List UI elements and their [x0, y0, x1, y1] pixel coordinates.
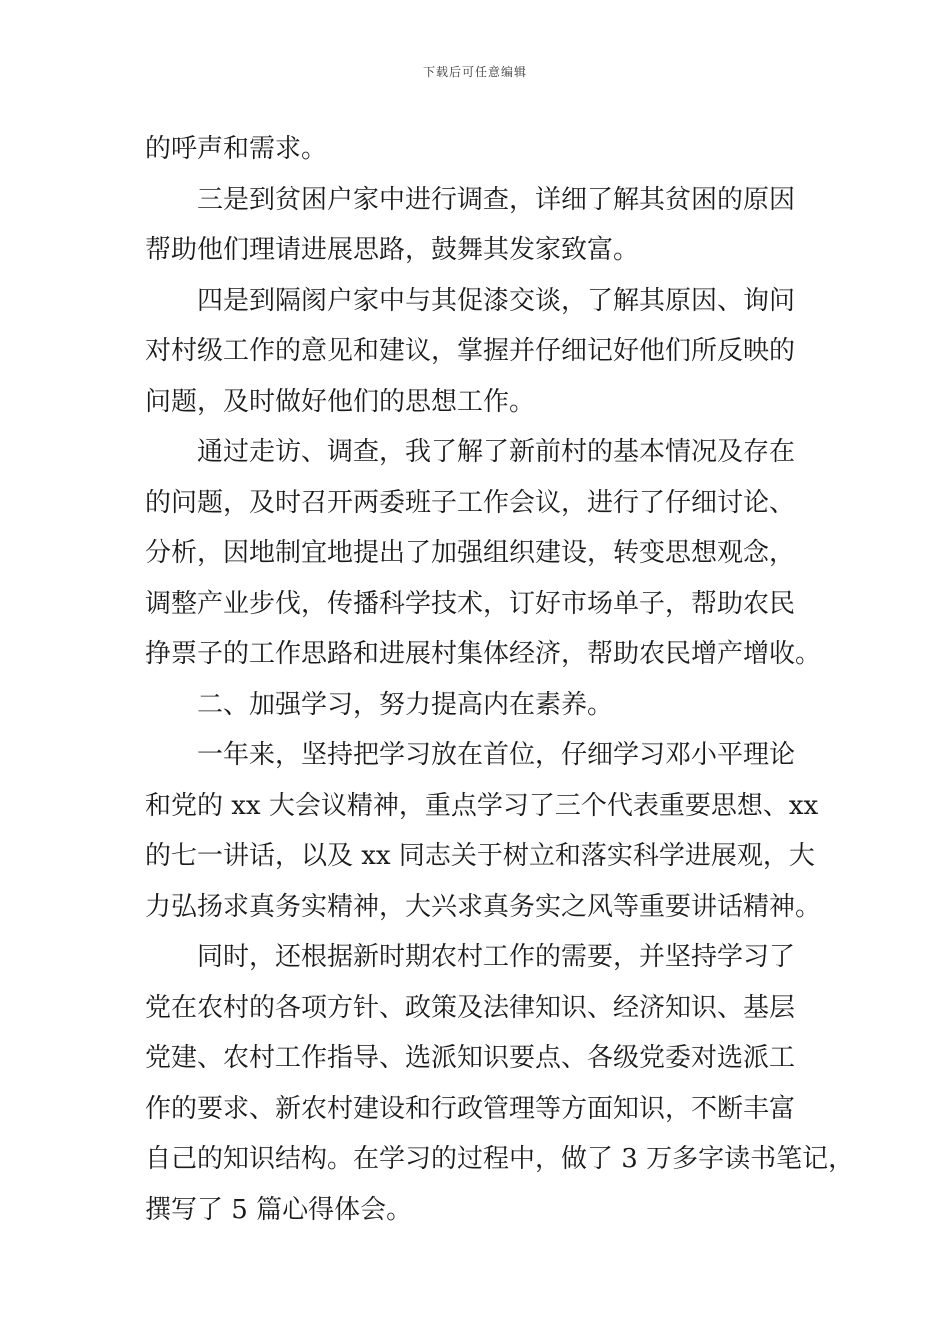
text-line: 的七一讲话，以及 xx 同志关于树立和落实科学进展观，大 [145, 841, 815, 871]
text-line: 调整产业步伐，传播科学技术，订好市场单子，帮助农民 [145, 588, 796, 619]
text-line: 同时，还根据新时期农村工作的需要，并坚持学习了 [197, 942, 796, 972]
text-line: 帮助他们理请进展思路，鼓舞其发家致富。 [145, 235, 640, 265]
text-line: 和党的 xx 大会议精神，重点学习了三个代表重要思想、xx [145, 790, 819, 821]
text-line: 党建、农村工作指导、选派知识要点、各级党委对选派工 [145, 1043, 796, 1073]
header-note: 下载后可任意编辑 [422, 65, 527, 79]
text-line: 二、加强学习，努力提高内在素养。 [197, 689, 614, 720]
text-line: 作的要求、新农村建设和行政管理等方面知识，不断丰富 [145, 1093, 796, 1124]
document-body [145, 124, 855, 1235]
text-line: 力弘扬求真务实精神，大兴求真务实之风等重要讲话精神。 [145, 891, 822, 922]
text-line: 党在农村的各项方针、政策及法律知识、经济知识、基层 [145, 992, 796, 1023]
text-line: 问题，及时做好他们的思想工作。 [145, 386, 536, 417]
text-line: 分析，因地制宜地提出了加强组织建设，转变思想观念， [145, 538, 796, 568]
text-line: 撰写了 5 篇心得体会。 [145, 1194, 413, 1225]
text-line: 对村级工作的意见和建议，掌握并仔细记好他们所反映的 [145, 336, 796, 366]
text-line: 挣票子的工作思路和进展村集体经济，帮助农民增产增收。 [145, 639, 822, 669]
text-line: 四是到隔阂户家中与其促漆交谈，了解其原因、询问 [197, 285, 796, 316]
text-line: 三是到贫困户家中进行调查，详细了解其贫困的原因 [197, 184, 796, 215]
text-line: 的问题，及时召开两委班子工作会议，进行了仔细讨论、 [145, 487, 796, 518]
text-line: 的呼声和需求。 [145, 134, 328, 164]
text-line: 通过走访、调查，我了解了新前村的基本情况及存在 [197, 437, 796, 467]
text-line: 一年来，坚持把学习放在首位，仔细学习邓小平理论 [197, 740, 796, 770]
text-line: 自己的知识结构。在学习的过程中，做了 3 万多字读书笔记， [145, 1144, 855, 1174]
